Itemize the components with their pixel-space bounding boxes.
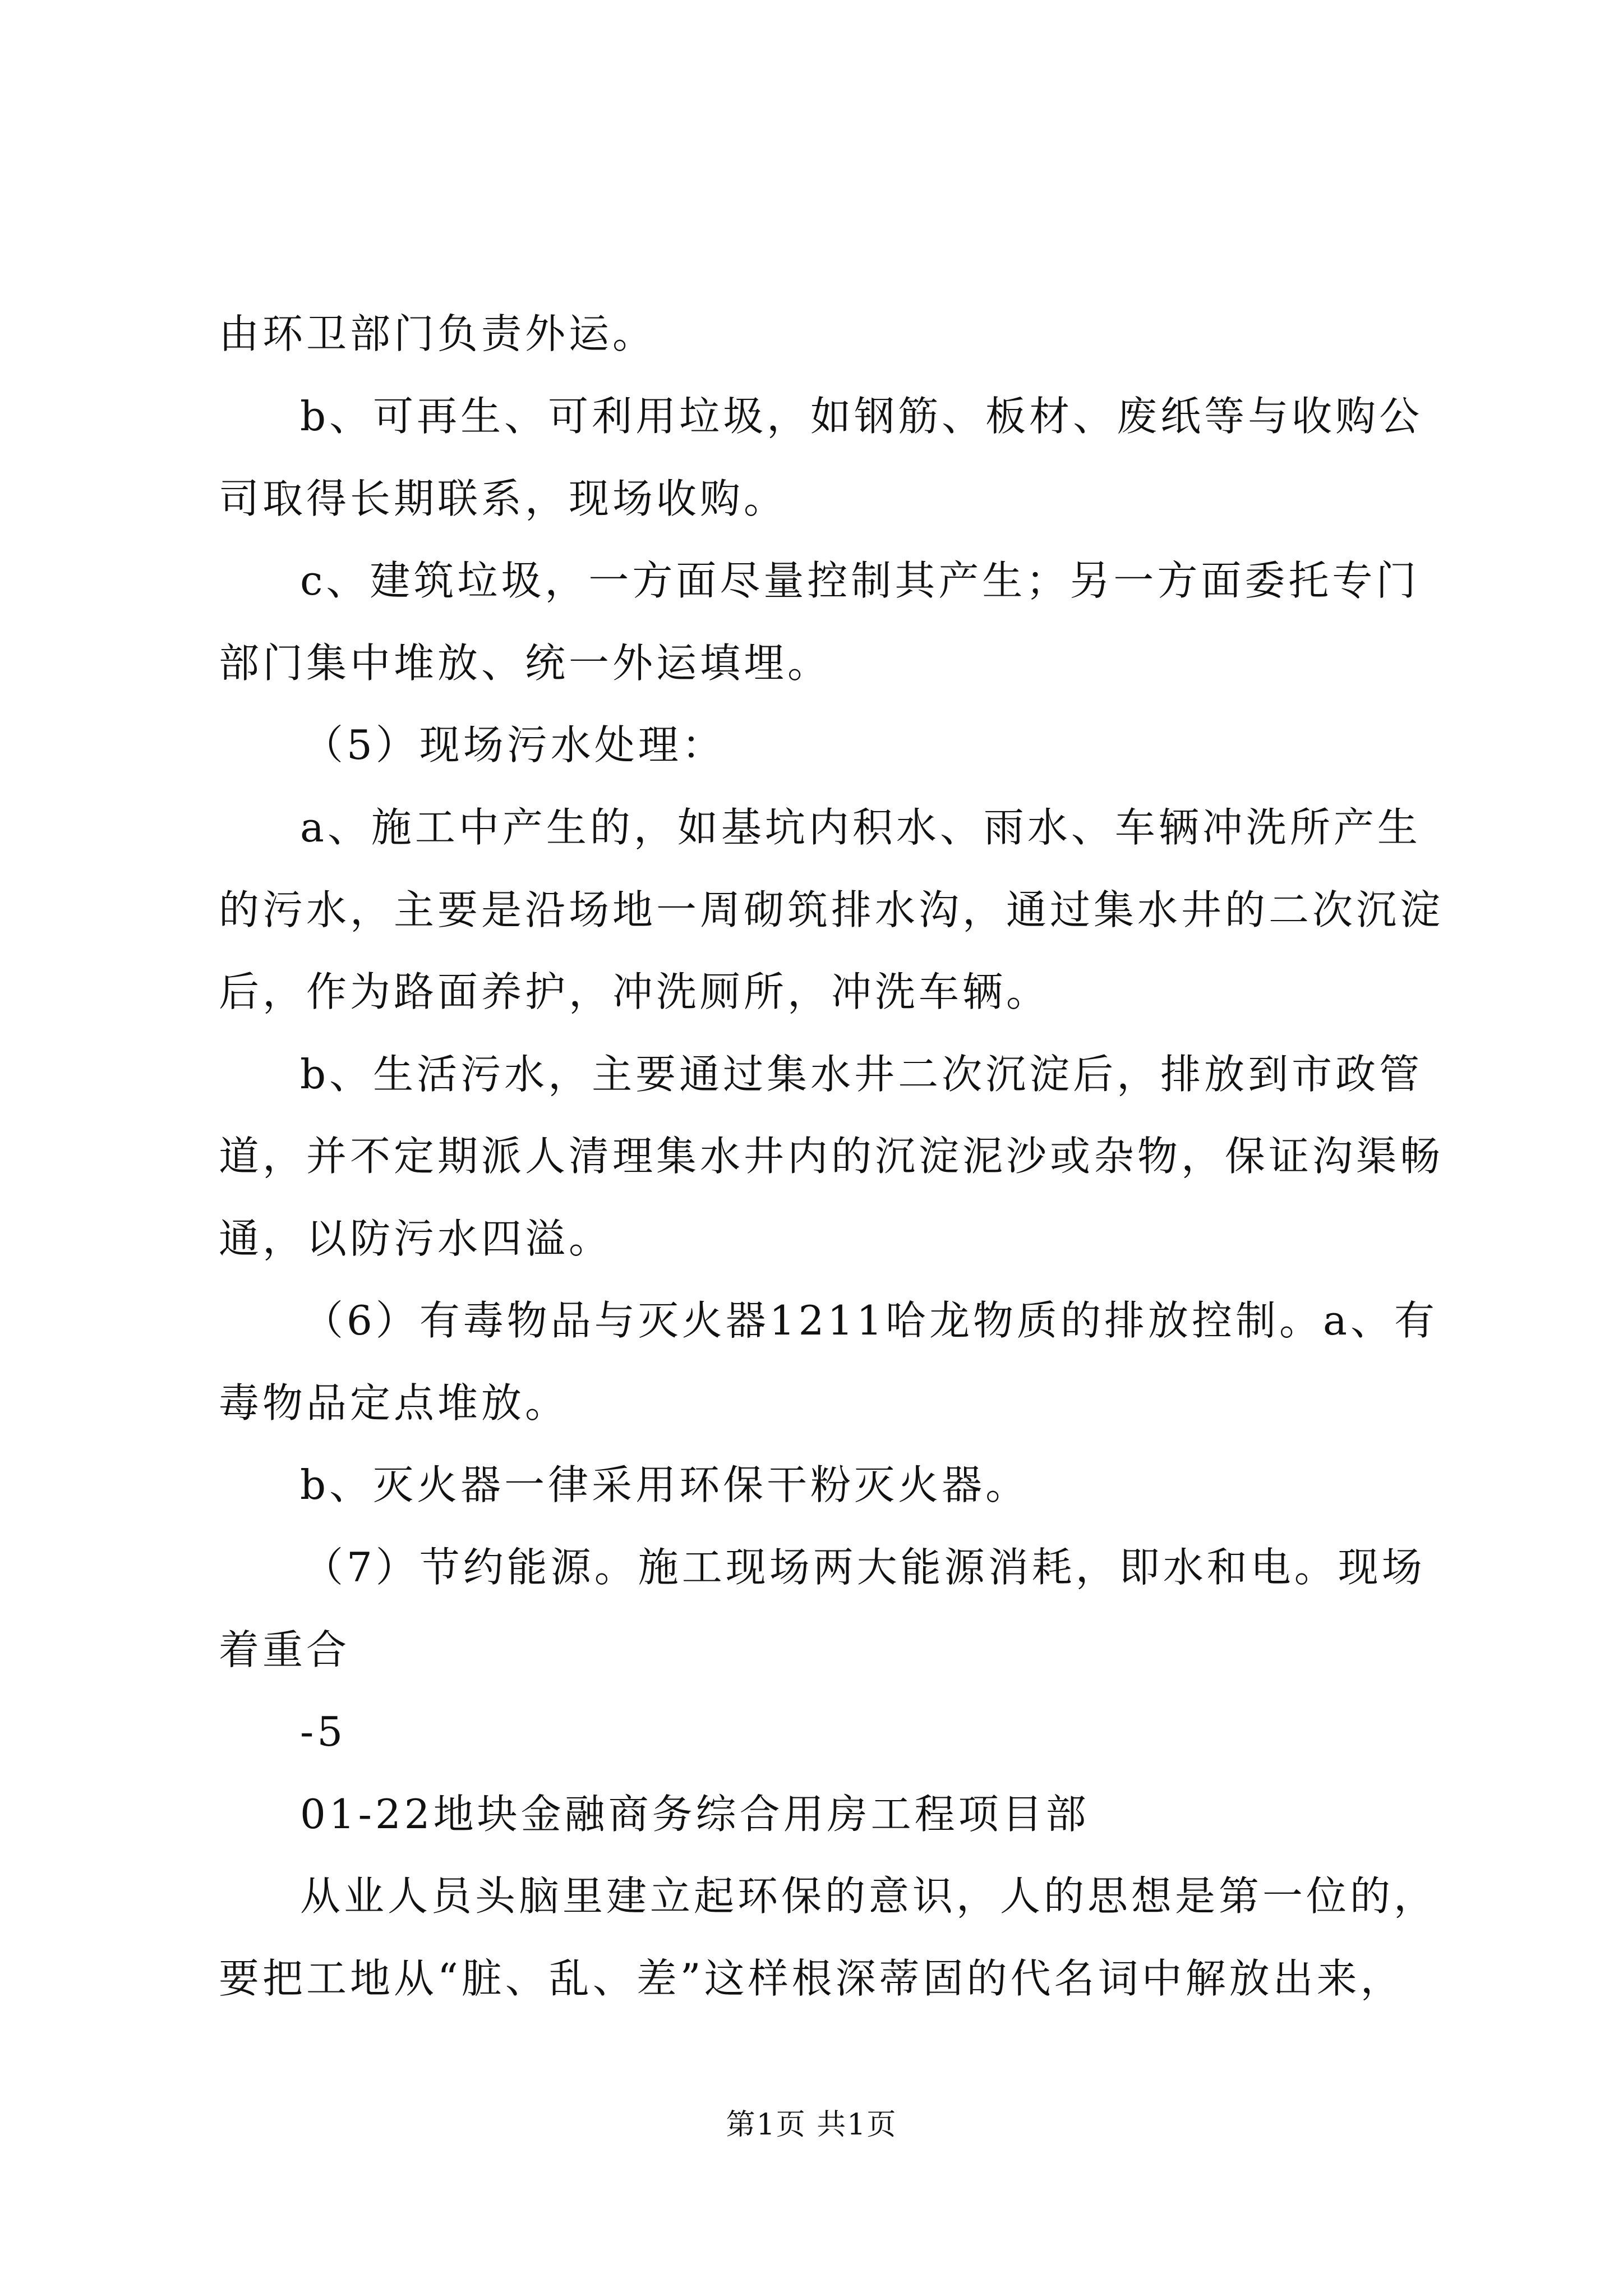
text-line: 要把工地从“脏、乱、差”这样根深蒂固的代名词中解放出来， — [219, 1955, 1404, 2002]
text-line: 道，并不定期派人清理集水井内的沉淀泥沙或杂物，保证沟渠畅 — [219, 1133, 1444, 1180]
text-line: b、灭火器一律采用环保干粉灭火器。 — [300, 1461, 1030, 1508]
page-footer: 第1页 共1页 — [726, 2108, 897, 2142]
text-line: 司取得长期联系，现场收购。 — [219, 475, 788, 522]
text-line: b、生活污水，主要通过集水井二次沉淀后，排放到市政管 — [300, 1051, 1423, 1098]
text-line: 从业人员头脑里建立起环保的意识，人的思想是第一位的， — [300, 1872, 1438, 1920]
project-header: 01-22地块金融商务综合用房工程项目部 — [300, 1791, 1090, 1838]
text-line: a、施工中产生的，如基坑内积水、雨水、车辆冲洗所产生 — [300, 804, 1421, 851]
text-line: 由环卫部门负责外运。 — [219, 310, 657, 357]
section-heading: （7）节约能源。施工现场两大能源消耗，即水和电。现场 — [303, 1544, 1426, 1591]
text-line: c、建筑垃圾，一方面尽量控制其产生；另一方面委托专门 — [300, 557, 1420, 604]
text-line: 通，以防污水四溢。 — [219, 1215, 613, 1262]
section-heading: （5）现场污水处理： — [303, 721, 726, 769]
page-marker: -5 — [300, 1708, 347, 1755]
text-line: 着重合 — [219, 1626, 351, 1673]
text-line: b、可再生、可利用垃圾，如钢筋、板材、废纸等与收购公 — [300, 393, 1423, 440]
text-line: 后，作为路面养护，冲洗厕所，冲洗车辆。 — [219, 968, 1050, 1015]
text-line: 毒物品定点堆放。 — [219, 1379, 569, 1427]
text-line: 部门集中堆放、统一外运填埋。 — [219, 639, 832, 687]
text-line: 的污水，主要是沿场地一周砌筑排水沟，通过集水井的二次沉淀 — [219, 886, 1444, 933]
section-heading: （6）有毒物品与灭火器1211哈龙物质的排放控制。a、有 — [303, 1297, 1438, 1344]
